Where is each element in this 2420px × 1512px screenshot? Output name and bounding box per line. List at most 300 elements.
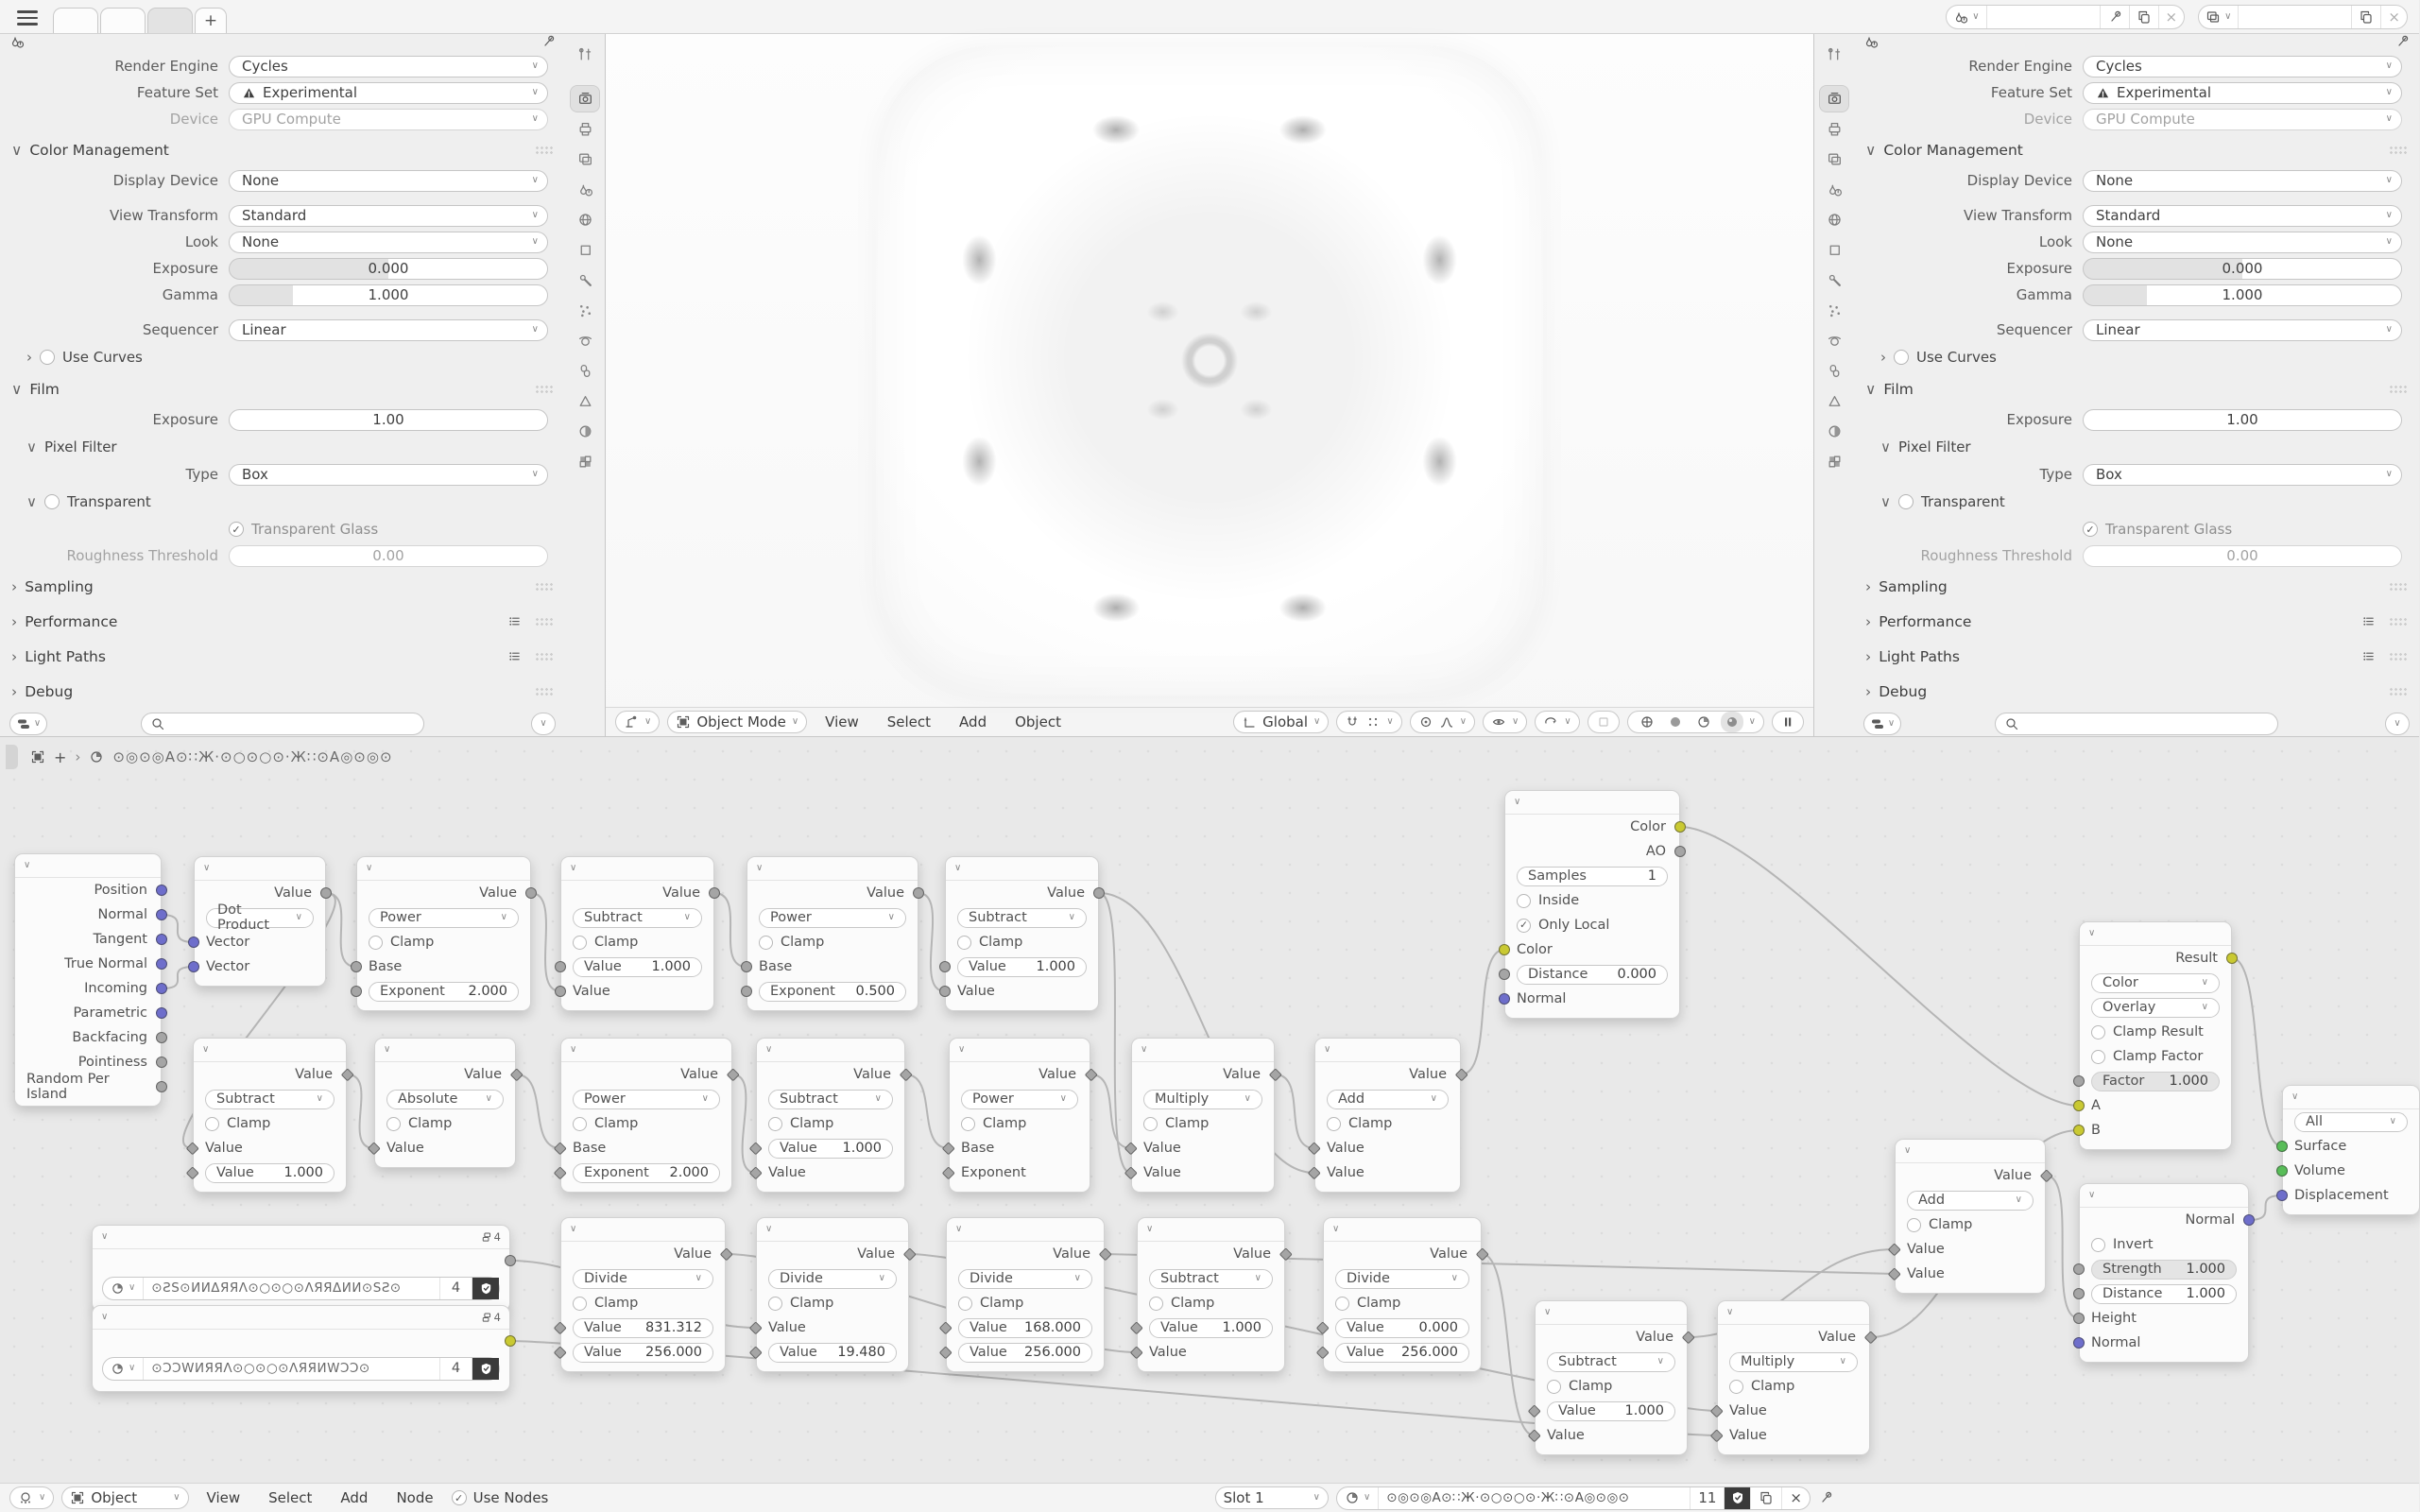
scene-name-field[interactable]: [1987, 6, 2101, 28]
input-socket[interactable]: [2276, 1165, 2288, 1177]
node-n15[interactable]: [92, 1305, 510, 1392]
output-socket[interactable]: [156, 885, 167, 896]
subsection-transparent[interactable]: ∨ Transparent: [1880, 493, 2005, 510]
node-n18[interactable]: ∨ Value Divide ∨ Clamp Value 168.000 Value 256.000: [946, 1217, 1105, 1372]
node-header[interactable]: ∨ 4: [93, 1226, 509, 1249]
clamp-factor-checkbox[interactable]: Clamp Factor: [2080, 1044, 2231, 1069]
node-n25[interactable]: ∨ Result Color ∨ Overlay ∨ Clamp Result Clamp Factor Factor 1.000 A B: [2079, 921, 2232, 1150]
output-socket[interactable]: [505, 1255, 516, 1266]
properties-tab-texture[interactable]: [1820, 449, 1848, 474]
input-socket[interactable]: [2073, 1100, 2085, 1111]
divide-dropdown[interactable]: Divide ∨: [573, 1269, 713, 1289]
type-dropdown[interactable]: Box ∨: [229, 464, 548, 486]
value-field[interactable]: Value 19.480: [768, 1343, 897, 1363]
show-gizmo-dropdown[interactable]: ∨: [1483, 711, 1527, 733]
editor-type-button[interactable]: ∨: [615, 711, 660, 733]
value-field[interactable]: Value 168.000: [958, 1318, 1092, 1338]
editor-type-button[interactable]: ∨: [9, 1486, 54, 1509]
clamp-checkbox[interactable]: Clamp: [561, 1111, 731, 1136]
node-header[interactable]: ∨: [757, 1039, 904, 1062]
render-engine-dropdown[interactable]: Cycles ∨: [2083, 56, 2402, 77]
divide-dropdown[interactable]: Divide ∨: [958, 1269, 1092, 1289]
node-n21[interactable]: ∨ Value Subtract ∨ Clamp Value 1.000 Value: [1535, 1300, 1688, 1455]
pin-icon[interactable]: [1818, 1490, 1833, 1505]
sequencer-dropdown[interactable]: Linear ∨: [2083, 319, 2402, 341]
display-device-dropdown[interactable]: None ∨: [2083, 170, 2402, 192]
gamma-slider[interactable]: 1.000: [2083, 284, 2402, 306]
node-header[interactable]: ∨: [1315, 1039, 1460, 1062]
subtract-dropdown[interactable]: Subtract ∨: [573, 908, 702, 928]
add-dropdown[interactable]: Add ∨: [1327, 1090, 1449, 1109]
node-n7[interactable]: ∨ Value Subtract ∨ Clamp Value Value 1.000: [193, 1038, 347, 1193]
input-socket[interactable]: [351, 961, 362, 972]
input-socket[interactable]: [2073, 1075, 2085, 1087]
output-socket[interactable]: [525, 887, 537, 899]
input-socket[interactable]: [741, 986, 752, 997]
node-n6[interactable]: ∨ Value Subtract ∨ Clamp Value 1.000 Value: [945, 856, 1099, 1011]
invert-checkbox[interactable]: Invert: [2080, 1232, 2248, 1257]
output-socket[interactable]: [2243, 1214, 2255, 1226]
input-socket[interactable]: [555, 961, 566, 972]
node-canvas[interactable]: [0, 737, 2419, 1483]
power-dropdown[interactable]: Power ∨: [573, 1090, 720, 1109]
menu-view[interactable]: View: [825, 713, 859, 730]
properties-tab-tool[interactable]: [571, 42, 599, 67]
viewport-canvas[interactable]: [606, 34, 1813, 707]
node-header[interactable]: ∨: [747, 857, 918, 881]
clamp-checkbox[interactable]: Clamp: [747, 930, 918, 954]
properties-tab-particles[interactable]: [1820, 298, 1848, 323]
menu-select[interactable]: Select: [268, 1489, 313, 1506]
node-header[interactable]: ∨: [1132, 1039, 1274, 1062]
node-header[interactable]: ∨: [757, 1218, 908, 1242]
roughness-threshold-slider[interactable]: 0.00: [229, 545, 548, 567]
output-socket[interactable]: [1674, 821, 1686, 833]
users-count[interactable]: 4: [440, 1358, 472, 1380]
use-nodes-checkbox[interactable]: ✓ Use Nodes: [452, 1489, 549, 1506]
node-header[interactable]: ∨: [2080, 1184, 2248, 1208]
divide-dropdown[interactable]: Divide ∨: [1335, 1269, 1469, 1289]
exposure-slider[interactable]: 0.000: [229, 258, 548, 280]
properties-tab-world[interactable]: [571, 207, 599, 232]
samples-field[interactable]: Samples 1: [1517, 867, 1668, 886]
absolute-dropdown[interactable]: Absolute ∨: [386, 1090, 504, 1109]
new-material-button[interactable]: [1751, 1487, 1782, 1509]
clamp-result-checkbox[interactable]: Clamp Result: [2080, 1020, 2231, 1044]
output-socket[interactable]: [156, 909, 167, 920]
properties-tab-object-data[interactable]: [571, 388, 599, 414]
input-socket[interactable]: [555, 986, 566, 997]
node-n14[interactable]: [92, 1225, 510, 1312]
overlay-dropdown[interactable]: Overlay ∨: [2091, 998, 2220, 1018]
node-n8[interactable]: ∨ Value Absolute ∨ Clamp Value: [374, 1038, 516, 1168]
output-socket[interactable]: [156, 934, 167, 945]
viewlayer-name-field[interactable]: [2239, 6, 2352, 28]
workspace-tab-3-active[interactable]: [147, 8, 193, 33]
menu-view[interactable]: View: [206, 1489, 241, 1506]
section-film[interactable]: ∨ Film: [1854, 371, 2419, 406]
workspace-tab-2[interactable]: [100, 8, 146, 33]
properties-tab-modifiers[interactable]: [571, 267, 599, 293]
node-header[interactable]: ∨: [561, 1218, 725, 1242]
look-dropdown[interactable]: None ∨: [229, 232, 548, 253]
clamp-checkbox[interactable]: Clamp: [1138, 1291, 1284, 1315]
subsection-pixel-filter[interactable]: ∨ Pixel Filter: [26, 438, 117, 455]
input-socket[interactable]: [2073, 1263, 2085, 1275]
properties-tab-scene[interactable]: [1820, 177, 1848, 202]
distance-field[interactable]: Distance 1.000: [2091, 1284, 2237, 1304]
node-header[interactable]: ∨: [1718, 1301, 1869, 1325]
add-workspace-button[interactable]: +: [195, 8, 227, 33]
view-transform-dropdown[interactable]: Standard ∨: [229, 205, 548, 227]
sequencer-dropdown[interactable]: Linear ∨: [229, 319, 548, 341]
properties-tab-physics[interactable]: [1820, 328, 1848, 353]
feature-set-dropdown[interactable]: Experimental ∨: [229, 82, 548, 104]
value-field[interactable]: Value 1.000: [205, 1163, 335, 1183]
users-count[interactable]: 4: [440, 1278, 472, 1299]
output-socket[interactable]: [709, 887, 720, 899]
output-socket[interactable]: [2226, 953, 2238, 964]
type-dropdown[interactable]: Box ∨: [2083, 464, 2402, 486]
input-socket[interactable]: [1499, 993, 1510, 1005]
datablock-name[interactable]: ⊙ƧS⊙ИИΔЯЯΛ⊙○⊙○⊙ΛЯЯΔИИ⊙SƧ⊙: [144, 1278, 440, 1299]
properties-tab-render[interactable]: [571, 86, 599, 112]
properties-context-icon[interactable]: [1863, 34, 1879, 49]
input-socket[interactable]: [351, 986, 362, 997]
viewlayer-dropdown[interactable]: ∨: [2199, 6, 2239, 28]
options-button[interactable]: ∨: [2385, 713, 2410, 735]
output-socket[interactable]: [156, 983, 167, 994]
node-n1[interactable]: ∨ Position Normal Tangent True Normal Incoming Parametric Backfacing Pointiness Random Per Island: [14, 853, 162, 1107]
viewlayer-selector[interactable]: [2198, 5, 2408, 29]
subsection-use-curves[interactable]: › Use Curves: [1880, 349, 1997, 366]
subtract-dropdown[interactable]: Subtract ∨: [1149, 1269, 1273, 1289]
subtract-dropdown[interactable]: Subtract ∨: [957, 908, 1087, 928]
mode-dropdown[interactable]: Object Mode ∨: [667, 711, 807, 733]
node-n23[interactable]: ∨ Color AO Samples 1 Inside ✓ Only Local Color Distance 0.000 Normal: [1504, 790, 1680, 1019]
input-socket[interactable]: [741, 961, 752, 972]
fake-user-shield-button[interactable]: [472, 1358, 499, 1380]
datablock-name[interactable]: ⊙ƆƆWИЯЯΛ⊙○⊙○⊙ΛЯЯИWƆƆ⊙: [144, 1358, 440, 1380]
node-header[interactable]: ∨: [2080, 922, 2231, 946]
value-field[interactable]: Value 1.000: [573, 957, 702, 977]
power-dropdown[interactable]: Power ∨: [961, 1090, 1078, 1109]
clamp-checkbox[interactable]: Clamp: [1132, 1111, 1274, 1136]
app-menu-icon[interactable]: [17, 10, 38, 26]
strength-field[interactable]: Strength 1.000: [2091, 1260, 2237, 1280]
node-n26[interactable]: ∨ Normal Invert Strength 1.000 Distance 1.000 Height Normal: [2079, 1183, 2249, 1363]
material-dropdown[interactable]: ∨: [1337, 1487, 1379, 1509]
properties-tab-render[interactable]: [1820, 86, 1848, 112]
transparent-glass-checkbox[interactable]: ✓ Transparent Glass: [2083, 521, 2402, 538]
section-sampling[interactable]: › Sampling: [1854, 569, 2419, 604]
shader-type-dropdown[interactable]: Object ∨: [61, 1486, 188, 1509]
section-debug[interactable]: › Debug: [0, 674, 565, 709]
node-n16[interactable]: ∨ Value Divide ∨ Clamp Value 831.312 Value 256.000: [560, 1217, 726, 1372]
section-color-management[interactable]: ∨ Color Management: [0, 132, 565, 167]
properties-tab-output[interactable]: [1820, 116, 1848, 142]
multiply-dropdown[interactable]: Multiply ∨: [1729, 1352, 1858, 1372]
input-socket[interactable]: [2073, 1288, 2085, 1299]
node-header[interactable]: ∨: [1138, 1218, 1284, 1242]
node-n9[interactable]: ∨ Value Power ∨ Clamp Base Exponent 2.000: [560, 1038, 732, 1193]
input-socket[interactable]: [188, 961, 199, 972]
scene-selector[interactable]: [1946, 5, 2185, 29]
gamma-slider[interactable]: 1.000: [229, 284, 548, 306]
node-header[interactable]: ∨: [946, 857, 1098, 881]
node-n22[interactable]: ∨ Value Multiply ∨ Clamp Value Value: [1717, 1300, 1870, 1455]
node-header[interactable]: ∨: [195, 857, 325, 881]
node-header[interactable]: ∨: [947, 1218, 1104, 1242]
shading-mode-switch[interactable]: ∨: [1627, 711, 1764, 733]
node-header[interactable]: ∨: [1505, 791, 1679, 815]
node-n17[interactable]: ∨ Value Divide ∨ Clamp Value Value 19.480: [756, 1217, 909, 1372]
section-light-paths[interactable]: › Light Paths: [1854, 639, 2419, 674]
section-film[interactable]: ∨ Film: [0, 371, 565, 406]
clamp-checkbox[interactable]: Clamp: [561, 930, 713, 954]
all-dropdown[interactable]: All ∨: [2294, 1112, 2408, 1132]
material-dropdown[interactable]: ∨: [103, 1278, 144, 1299]
output-socket[interactable]: [156, 1081, 167, 1092]
input-socket[interactable]: [939, 986, 951, 997]
transform-orientation-dropdown[interactable]: Global ∨: [1233, 711, 1329, 733]
node-n10[interactable]: ∨ Value Subtract ∨ Clamp Value 1.000 Value: [756, 1038, 905, 1193]
unlink-button[interactable]: ×: [1790, 1489, 1802, 1506]
value-field[interactable]: Value 1.000: [1149, 1318, 1273, 1338]
node-n27[interactable]: ∨ All ∨ Surface Volume Displacement: [2282, 1085, 2420, 1215]
power-dropdown[interactable]: Power ∨: [369, 908, 519, 928]
input-socket[interactable]: [2073, 1125, 2085, 1136]
divide-dropdown[interactable]: Divide ∨: [768, 1269, 897, 1289]
multiply-dropdown[interactable]: Multiply ∨: [1143, 1090, 1262, 1109]
roughness-threshold-slider[interactable]: 0.00: [2083, 545, 2402, 567]
node-header[interactable]: ∨: [561, 857, 713, 881]
menu-add[interactable]: Add: [340, 1489, 369, 1506]
properties-tab-object[interactable]: [1820, 237, 1848, 263]
clamp-checkbox[interactable]: Clamp: [194, 1111, 346, 1136]
section-debug[interactable]: › Debug: [1854, 674, 2419, 709]
value-field[interactable]: Value 256.000: [1335, 1343, 1469, 1363]
search-input[interactable]: [1995, 713, 2278, 735]
feature-set-dropdown[interactable]: Experimental ∨: [2083, 82, 2402, 104]
properties-tab-output[interactable]: [571, 116, 599, 142]
shading-rendered[interactable]: [1721, 712, 1743, 732]
node-header[interactable]: ∨: [1324, 1218, 1481, 1242]
pin-icon[interactable]: [2101, 6, 2130, 28]
properties-tab-view-layer[interactable]: [571, 146, 599, 172]
node-header[interactable]: ∨: [2283, 1086, 2419, 1109]
properties-tab-texture[interactable]: [571, 449, 599, 474]
output-socket[interactable]: [156, 1032, 167, 1043]
pause-render-button[interactable]: [1772, 711, 1804, 733]
node-header[interactable]: ∨: [950, 1039, 1090, 1062]
node-n4[interactable]: ∨ Value Subtract ∨ Clamp Value 1.000 Value: [560, 856, 714, 1011]
dot-product-dropdown[interactable]: Dot Product ∨: [206, 908, 314, 928]
pin-icon[interactable]: [2394, 34, 2410, 49]
value-field[interactable]: Value 256.000: [958, 1343, 1092, 1363]
node-n19[interactable]: ∨ Value Subtract ∨ Clamp Value 1.000 Value: [1137, 1217, 1285, 1372]
input-socket[interactable]: [939, 961, 951, 972]
scene-dropdown[interactable]: ∨: [1947, 6, 1986, 28]
clamp-checkbox[interactable]: Clamp: [950, 1111, 1090, 1136]
close-icon[interactable]: ×: [2165, 9, 2178, 26]
value-field[interactable]: Value 831.312: [573, 1318, 713, 1338]
output-socket[interactable]: [1674, 846, 1686, 857]
subsection-transparent[interactable]: ∨ Transparent: [26, 493, 151, 510]
properties-tab-object[interactable]: [571, 237, 599, 263]
properties-tab-material[interactable]: [571, 419, 599, 444]
subsection-pixel-filter[interactable]: ∨ Pixel Filter: [1880, 438, 1971, 455]
input-socket[interactable]: [2276, 1141, 2288, 1152]
subsection-use-curves[interactable]: › Use Curves: [26, 349, 143, 366]
exponent-field[interactable]: Exponent 2.000: [369, 982, 519, 1002]
exposure-slider[interactable]: 0.000: [2083, 258, 2402, 280]
section-light-paths[interactable]: › Light Paths: [0, 639, 565, 674]
pin-icon[interactable]: [541, 34, 556, 49]
properties-tab-view-layer[interactable]: [1820, 146, 1848, 172]
node-header[interactable]: ∨: [1536, 1301, 1687, 1325]
node-n24[interactable]: ∨ Value Add ∨ Clamp Value Value: [1895, 1139, 2046, 1294]
menu-object[interactable]: Object: [1015, 713, 1061, 730]
clamp-checkbox[interactable]: Clamp: [561, 1291, 725, 1315]
display-device-dropdown[interactable]: None ∨: [229, 170, 548, 192]
clamp-checkbox[interactable]: Clamp: [1896, 1212, 2045, 1237]
properties-tab-constraints[interactable]: [1820, 358, 1848, 384]
add-dropdown[interactable]: Add ∨: [1907, 1191, 2034, 1211]
shading-wireframe[interactable]: [1636, 712, 1658, 732]
section-performance[interactable]: › Performance: [1854, 604, 2419, 639]
distance-field[interactable]: Distance 0.000: [1517, 965, 1668, 985]
input-socket[interactable]: [2073, 1337, 2085, 1349]
clamp-checkbox[interactable]: Clamp: [757, 1291, 908, 1315]
section-sampling[interactable]: › Sampling: [0, 569, 565, 604]
clamp-checkbox[interactable]: Clamp: [1324, 1291, 1481, 1315]
output-socket[interactable]: [156, 958, 167, 970]
node-n13[interactable]: ∨ Value Add ∨ Clamp Value Value: [1314, 1038, 1461, 1193]
value-field[interactable]: Value 0.000: [1335, 1318, 1469, 1338]
material-users-count[interactable]: 11: [1691, 1487, 1725, 1509]
workspace-tab-1[interactable]: [53, 8, 98, 33]
overlays-dropdown[interactable]: ∨: [1535, 711, 1579, 733]
input-socket[interactable]: [2073, 1313, 2085, 1324]
clamp-checkbox[interactable]: Clamp: [375, 1111, 515, 1136]
menu-select[interactable]: Select: [886, 713, 932, 730]
subtract-dropdown[interactable]: Subtract ∨: [205, 1090, 335, 1109]
clamp-checkbox[interactable]: Clamp: [1536, 1374, 1687, 1399]
exposure-slider[interactable]: 1.00: [229, 409, 548, 431]
menu-add[interactable]: Add: [959, 713, 987, 730]
clamp-checkbox[interactable]: Clamp: [757, 1111, 904, 1136]
input-socket[interactable]: [2276, 1190, 2288, 1201]
filter-toggle-button[interactable]: ∨: [1863, 713, 1901, 735]
copy-icon[interactable]: [2352, 6, 2381, 28]
shading-solid[interactable]: [1664, 712, 1687, 732]
device-dropdown[interactable]: GPU Compute ∨: [229, 109, 548, 130]
node-header[interactable]: ∨: [375, 1039, 515, 1062]
properties-tab-particles[interactable]: [571, 298, 599, 323]
output-socket[interactable]: [320, 887, 332, 899]
sidebar-pull-tab[interactable]: [6, 745, 18, 769]
node-n2[interactable]: ∨ Value Dot Product ∨ Vector Vector: [194, 856, 326, 987]
exposure-slider[interactable]: 1.00: [2083, 409, 2402, 431]
node-header[interactable]: ∨: [561, 1039, 731, 1062]
node-header[interactable]: ∨: [15, 854, 161, 878]
properties-tab-object-data[interactable]: [1820, 388, 1848, 414]
properties-tab-scene[interactable]: [571, 177, 599, 202]
options-button[interactable]: ∨: [531, 713, 556, 735]
value-field[interactable]: Value 1.000: [768, 1139, 893, 1159]
clamp-checkbox[interactable]: Clamp: [357, 930, 530, 954]
filter-toggle-button[interactable]: ∨: [9, 713, 47, 735]
input-socket[interactable]: [1499, 944, 1510, 955]
search-input[interactable]: [141, 713, 424, 735]
snap-toggle[interactable]: ∨: [1336, 711, 1401, 733]
properties-tab-physics[interactable]: [571, 328, 599, 353]
output-socket[interactable]: [156, 1007, 167, 1019]
input-socket[interactable]: [1499, 969, 1510, 980]
material-name-field[interactable]: ⊙◎⊙◎A⊙∷Ж·⊙○⊙○⊙·Ж∷⊙A◎⊙◎⊙: [1379, 1487, 1691, 1509]
inside-checkbox[interactable]: Inside: [1505, 888, 1679, 913]
color-dropdown[interactable]: Color ∨: [2091, 973, 2220, 993]
copy-icon[interactable]: [2130, 6, 2159, 28]
output-socket[interactable]: [156, 1057, 167, 1068]
transparent-glass-checkbox[interactable]: ✓ Transparent Glass: [229, 521, 548, 538]
clamp-checkbox[interactable]: Clamp: [947, 1291, 1104, 1315]
node-header[interactable]: ∨ 4: [93, 1306, 509, 1330]
node-n11[interactable]: ∨ Value Power ∨ Clamp Base Exponent: [949, 1038, 1090, 1193]
node-header[interactable]: ∨: [357, 857, 530, 881]
output-socket[interactable]: [505, 1335, 516, 1347]
fake-user-shield-button[interactable]: [472, 1278, 499, 1299]
properties-tab-constraints[interactable]: [571, 358, 599, 384]
node-n20[interactable]: ∨ Value Divide ∨ Clamp Value 0.000 Value 256.000: [1323, 1217, 1482, 1372]
node-header[interactable]: ∨: [194, 1039, 346, 1062]
value-field[interactable]: Value 256.000: [573, 1343, 713, 1363]
properties-tab-material[interactable]: [1820, 419, 1848, 444]
material-dropdown[interactable]: ∨: [103, 1358, 144, 1380]
node-n5[interactable]: ∨ Value Power ∨ Clamp Base Exponent 0.500: [747, 856, 918, 1011]
close-icon[interactable]: ×: [2388, 9, 2400, 26]
node-header[interactable]: ∨: [1896, 1140, 2045, 1163]
properties-tab-tool[interactable]: [1820, 42, 1848, 67]
node-n3[interactable]: ∨ Value Power ∨ Clamp Base Exponent 2.000: [356, 856, 531, 1011]
value-field[interactable]: Value 1.000: [1547, 1401, 1675, 1421]
node-n12[interactable]: ∨ Value Multiply ∨ Clamp Value Value: [1131, 1038, 1275, 1193]
input-socket[interactable]: [188, 936, 199, 948]
menu-node[interactable]: Node: [396, 1489, 434, 1506]
power-dropdown[interactable]: Power ∨: [759, 908, 906, 928]
exponent-field[interactable]: Exponent 2.000: [573, 1163, 720, 1183]
section-performance[interactable]: › Performance: [0, 604, 565, 639]
subtract-dropdown[interactable]: Subtract ∨: [1547, 1352, 1675, 1372]
factor-field[interactable]: Factor 1.000: [2091, 1072, 2220, 1091]
section-color-management[interactable]: ∨ Color Management: [1854, 132, 2419, 167]
clamp-checkbox[interactable]: Clamp: [1718, 1374, 1869, 1399]
render-engine-dropdown[interactable]: Cycles ∨: [229, 56, 548, 77]
look-dropdown[interactable]: None ∨: [2083, 232, 2402, 253]
proportional-edit-toggle[interactable]: ∨: [1410, 711, 1475, 733]
shading-material[interactable]: [1692, 712, 1715, 732]
output-socket[interactable]: [1093, 887, 1105, 899]
device-dropdown[interactable]: GPU Compute ∨: [2083, 109, 2402, 130]
clamp-checkbox[interactable]: Clamp: [1315, 1111, 1460, 1136]
value-field[interactable]: Value 1.000: [957, 957, 1087, 977]
output-socket[interactable]: [913, 887, 924, 899]
subtract-dropdown[interactable]: Subtract ∨: [768, 1090, 893, 1109]
properties-context-icon[interactable]: [9, 34, 25, 49]
only-local-checkbox[interactable]: ✓ Only Local: [1505, 913, 1679, 937]
slot-dropdown[interactable]: Slot 1 ∨: [1215, 1486, 1329, 1509]
